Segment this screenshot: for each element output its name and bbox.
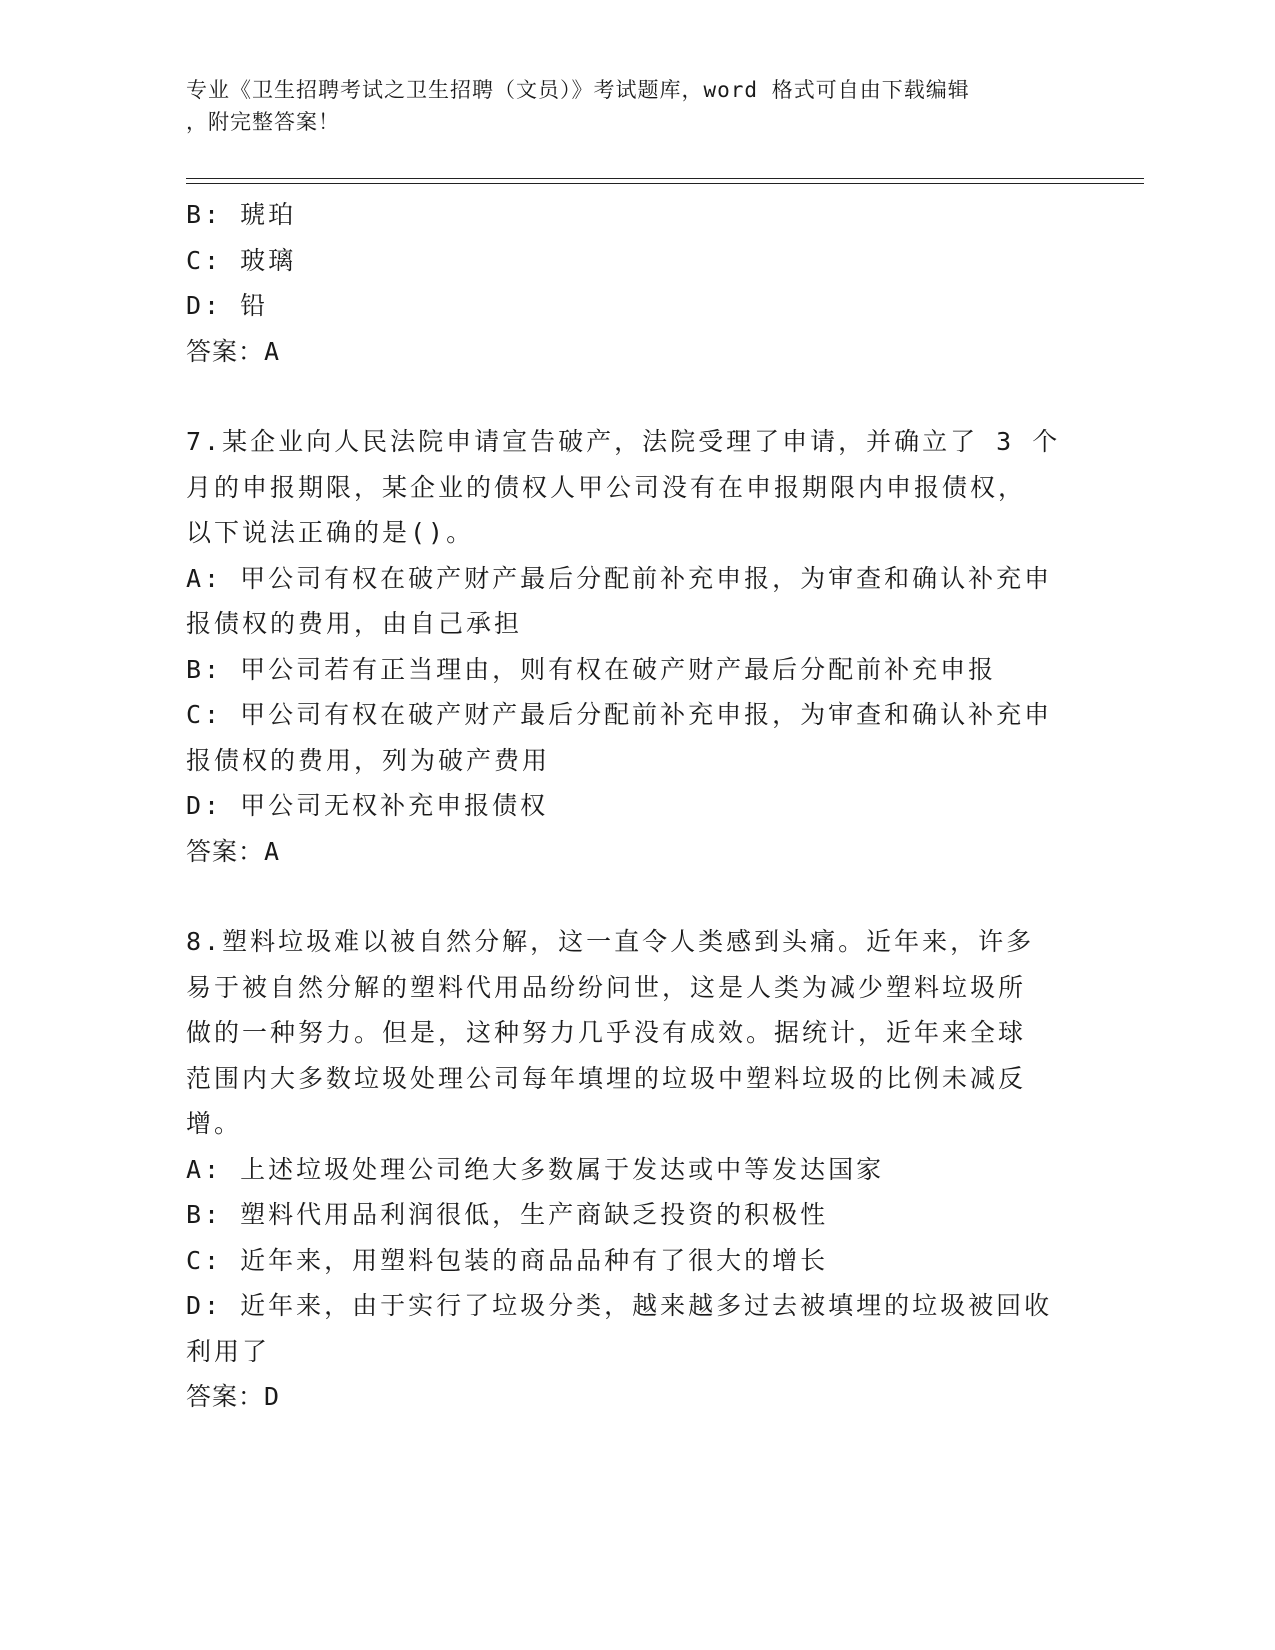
option-d: D: 甲公司无权补充申报债权 bbox=[186, 791, 549, 820]
option-c: C: 玻璃 bbox=[186, 245, 297, 275]
question-stem-line: 做的一种努力。但是，这种努力几乎没有成效。据统计，近年来全球 bbox=[186, 1018, 1027, 1047]
option-b: B: 琥珀 bbox=[186, 200, 297, 229]
option-d: D: 近年来，由于实行了垃圾分类，越来越多过去被填埋的垃圾被回收 bbox=[186, 1291, 1053, 1320]
previous-question-tail bbox=[186, 192, 1066, 374]
document-header bbox=[186, 74, 1086, 138]
spacer bbox=[186, 374, 1066, 419]
question-stem-line: 月的申报期限，某企业的债权人甲公司没有在申报期限内申报债权， bbox=[186, 472, 1027, 502]
option-b: B: 甲公司若有正当理由，则有权在破产财产最后分配前补充申报 bbox=[186, 654, 997, 684]
answer-label: 答案： bbox=[186, 336, 265, 366]
answer-value: A bbox=[264, 336, 281, 366]
question-stem-line: 范围内大多数垃圾处理公司每年填埋的垃圾中塑料垃圾的比例未减反 bbox=[186, 1063, 1027, 1093]
option-c-cont: 报债权的费用，列为破产费用 bbox=[186, 745, 551, 775]
question-stem-line: 以下说法正确的是()。 bbox=[186, 518, 475, 547]
answer-label: 答案： bbox=[186, 1382, 265, 1411]
document-body bbox=[186, 192, 1066, 1420]
header-line-1: 专业《卫生招聘考试之卫生招聘（文员）》考试题库，word 格式可自由下载编辑 bbox=[186, 78, 970, 102]
option-a-cont: 报债权的费用，由自己承担 bbox=[186, 609, 523, 638]
answer-line bbox=[186, 329, 1066, 375]
option-c: C: 甲公司有权在破产财产最后分配前补充申报，为审查和确认补充申 bbox=[186, 700, 1053, 729]
option-a: A: 甲公司有权在破产财产最后分配前补充申报，为审查和确认补充申 bbox=[186, 563, 1053, 593]
answer-value: D bbox=[264, 1382, 281, 1411]
option-d-cont: 利用了 bbox=[186, 1336, 271, 1366]
option-b: B: 塑料代用品利润很低，生产商缺乏投资的积极性 bbox=[186, 1200, 829, 1229]
answer-value: A bbox=[264, 836, 281, 866]
answer-line bbox=[186, 829, 1066, 875]
answer-line bbox=[186, 1374, 1066, 1420]
question-stem-line: 易于被自然分解的塑料代用品纷纷问世，这是人类为减少塑料垃圾所 bbox=[186, 972, 1027, 1002]
option-d: D: 铅 bbox=[186, 291, 269, 320]
header-rule-bottom bbox=[186, 183, 1144, 184]
option-c: C: 近年来，用塑料包装的商品品种有了很大的增长 bbox=[186, 1245, 829, 1275]
answer-label: 答案： bbox=[186, 836, 265, 866]
question-7 bbox=[186, 419, 1066, 874]
question-stem-line: 7.某企业向人民法院申请宣告破产，法院受理了申请，并确立了 3 个 bbox=[186, 427, 1061, 456]
question-stem-line: 增。 bbox=[186, 1109, 243, 1138]
header-line-2: ，附完整答案！ bbox=[186, 110, 340, 134]
question-stem-line: 8.塑料垃圾难以被自然分解，这一直令人类感到头痛。近年来，许多 bbox=[186, 927, 1035, 956]
question-8 bbox=[186, 919, 1066, 1420]
spacer bbox=[186, 874, 1066, 919]
header-rule-top bbox=[186, 178, 1144, 179]
option-a: A: 上述垃圾处理公司绝大多数属于发达或中等发达国家 bbox=[186, 1154, 885, 1184]
